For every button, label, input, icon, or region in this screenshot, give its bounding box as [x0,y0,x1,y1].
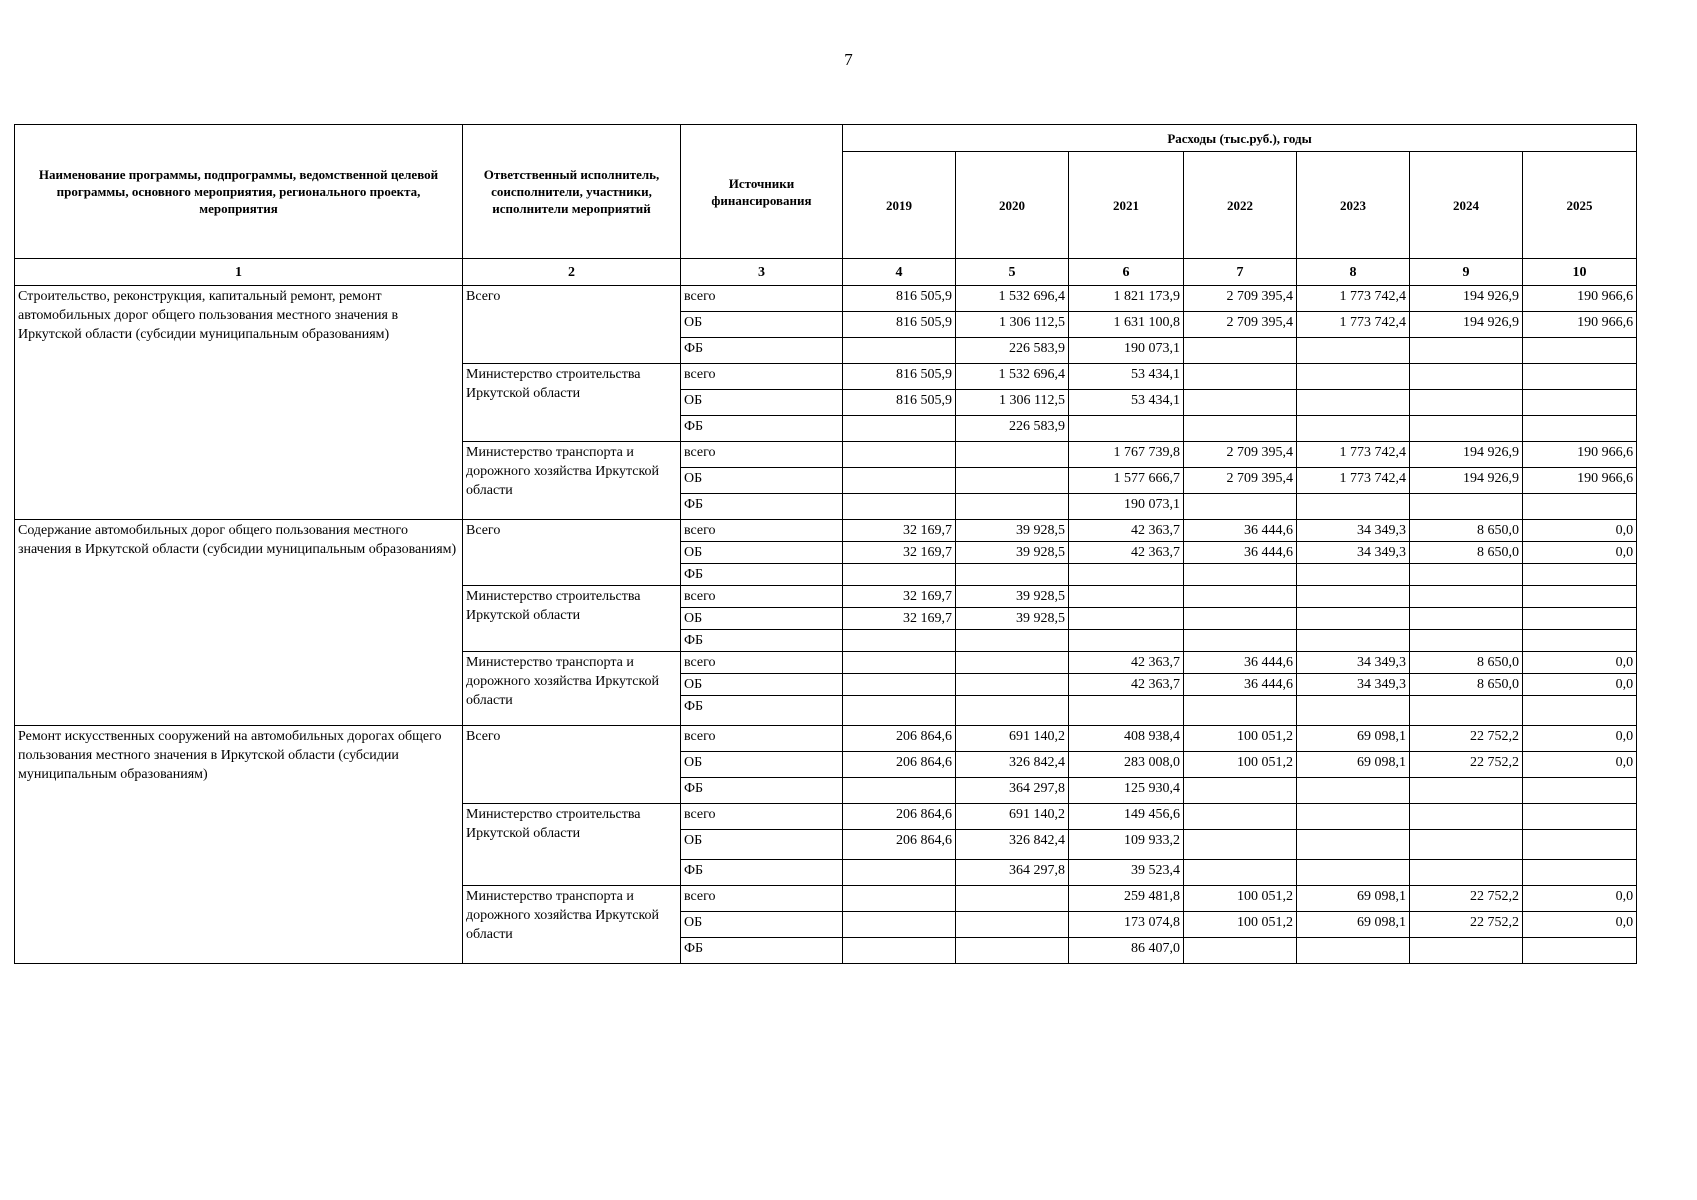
value-cell-2024 [1410,608,1523,630]
value-cell-2025: 190 966,6 [1523,442,1637,468]
value-cell-2024: 194 926,9 [1410,468,1523,494]
value-cell-2025: 190 966,6 [1523,286,1637,312]
value-cell-2022: 100 051,2 [1184,886,1297,912]
column-number: 1 [15,259,463,286]
header-name: Наименование программы, подпрограммы, ведомственной целевой программы, основного мероприятия, регионального проекта, мероприятия [15,125,463,259]
value-cell-2023: 34 349,3 [1297,542,1410,564]
value-cell-2022: 36 444,6 [1184,652,1297,674]
source-cell: ФБ [681,564,843,586]
value-cell-2019 [843,886,956,912]
value-cell-2020 [956,442,1069,468]
value-cell-2019 [843,564,956,586]
column-number: 7 [1184,259,1297,286]
table-row [15,520,1637,542]
value-cell-2025 [1523,860,1637,886]
value-cell-2021: 42 363,7 [1069,520,1184,542]
value-cell-2019 [843,468,956,494]
value-cell-2021: 53 434,1 [1069,364,1184,390]
value-cell-2023 [1297,416,1410,442]
value-cell-2019: 32 169,7 [843,542,956,564]
value-cell-2021: 86 407,0 [1069,938,1184,964]
value-cell-2020: 1 532 696,4 [956,364,1069,390]
value-cell-2019: 32 169,7 [843,608,956,630]
value-cell-2024 [1410,586,1523,608]
value-cell-2025: 190 966,6 [1523,312,1637,338]
value-cell-2022: 100 051,2 [1184,912,1297,938]
source-cell: ФБ [681,860,843,886]
value-cell-2020: 39 928,5 [956,586,1069,608]
value-cell-2019 [843,494,956,520]
value-cell-2020 [956,886,1069,912]
value-cell-2025: 0,0 [1523,520,1637,542]
header-year: 2022 [1184,152,1297,259]
header-source: Источники финансирования [681,125,843,259]
source-cell: ФБ [681,696,843,726]
value-cell-2023 [1297,586,1410,608]
value-cell-2023 [1297,860,1410,886]
value-cell-2025 [1523,608,1637,630]
value-cell-2020: 691 140,2 [956,726,1069,752]
value-cell-2024: 8 650,0 [1410,652,1523,674]
value-cell-2021 [1069,416,1184,442]
value-cell-2019 [843,912,956,938]
value-cell-2020 [956,912,1069,938]
value-cell-2019: 206 864,6 [843,804,956,830]
header-year: 2023 [1297,152,1410,259]
value-cell-2024 [1410,696,1523,726]
value-cell-2020 [956,564,1069,586]
value-cell-2022 [1184,804,1297,830]
value-cell-2024 [1410,830,1523,860]
executor-cell: Министерство строительства Иркутской области [463,804,681,886]
value-cell-2024 [1410,494,1523,520]
value-cell-2022: 36 444,6 [1184,520,1297,542]
value-cell-2022 [1184,630,1297,652]
value-cell-2020: 226 583,9 [956,338,1069,364]
header-year: 2020 [956,152,1069,259]
value-cell-2025: 0,0 [1523,726,1637,752]
value-cell-2023: 1 773 742,4 [1297,312,1410,338]
value-cell-2023: 69 098,1 [1297,726,1410,752]
value-cell-2022 [1184,938,1297,964]
value-cell-2023 [1297,630,1410,652]
executor-cell: Министерство транспорта и дорожного хозяйства Иркутской области [463,652,681,726]
table-body [15,286,1637,964]
value-cell-2024: 22 752,2 [1410,726,1523,752]
value-cell-2024 [1410,416,1523,442]
value-cell-2020: 364 297,8 [956,860,1069,886]
value-cell-2019 [843,860,956,886]
value-cell-2023 [1297,778,1410,804]
value-cell-2025 [1523,830,1637,860]
value-cell-2020: 226 583,9 [956,416,1069,442]
value-cell-2023: 1 773 742,4 [1297,468,1410,494]
source-cell: всего [681,520,843,542]
value-cell-2023 [1297,564,1410,586]
source-cell: ОБ [681,752,843,778]
value-cell-2022: 36 444,6 [1184,674,1297,696]
value-cell-2023: 34 349,3 [1297,652,1410,674]
executor-cell: Всего [463,286,681,364]
value-cell-2023 [1297,390,1410,416]
value-cell-2019 [843,338,956,364]
value-cell-2025 [1523,416,1637,442]
header-year: 2021 [1069,152,1184,259]
value-cell-2019 [843,630,956,652]
value-cell-2019: 32 169,7 [843,586,956,608]
value-cell-2021: 283 008,0 [1069,752,1184,778]
value-cell-2022: 2 709 395,4 [1184,286,1297,312]
value-cell-2019 [843,652,956,674]
value-cell-2023 [1297,804,1410,830]
value-cell-2025 [1523,630,1637,652]
source-cell: ФБ [681,338,843,364]
source-cell: ОБ [681,674,843,696]
source-cell: всего [681,586,843,608]
value-cell-2019: 206 864,6 [843,830,956,860]
value-cell-2019 [843,674,956,696]
column-number: 2 [463,259,681,286]
header-executor: Ответственный исполнитель, соисполнители, участники, исполнители мероприятий [463,125,681,259]
value-cell-2022 [1184,860,1297,886]
value-cell-2025 [1523,778,1637,804]
budget-table [14,124,1637,964]
value-cell-2019 [843,778,956,804]
value-cell-2019 [843,442,956,468]
value-cell-2024: 194 926,9 [1410,286,1523,312]
value-cell-2021 [1069,630,1184,652]
value-cell-2025 [1523,804,1637,830]
value-cell-2023 [1297,938,1410,964]
value-cell-2025: 0,0 [1523,886,1637,912]
value-cell-2020 [956,494,1069,520]
value-cell-2020: 691 140,2 [956,804,1069,830]
value-cell-2019 [843,938,956,964]
value-cell-2020: 326 842,4 [956,752,1069,778]
value-cell-2023: 69 098,1 [1297,886,1410,912]
value-cell-2025: 0,0 [1523,912,1637,938]
executor-cell: Министерство строительства Иркутской области [463,364,681,442]
value-cell-2024 [1410,338,1523,364]
source-cell: всего [681,442,843,468]
value-cell-2019: 32 169,7 [843,520,956,542]
value-cell-2019: 816 505,9 [843,286,956,312]
value-cell-2024: 22 752,2 [1410,886,1523,912]
value-cell-2025 [1523,338,1637,364]
source-cell: ОБ [681,542,843,564]
source-cell: ОБ [681,912,843,938]
value-cell-2024: 8 650,0 [1410,542,1523,564]
value-cell-2021: 190 073,1 [1069,338,1184,364]
source-cell: ФБ [681,494,843,520]
value-cell-2023: 34 349,3 [1297,674,1410,696]
value-cell-2021 [1069,586,1184,608]
value-cell-2023 [1297,494,1410,520]
value-cell-2024 [1410,778,1523,804]
value-cell-2023 [1297,338,1410,364]
value-cell-2020: 326 842,4 [956,830,1069,860]
header-year: 2025 [1523,152,1637,259]
value-cell-2021: 53 434,1 [1069,390,1184,416]
source-cell: всего [681,726,843,752]
value-cell-2022 [1184,608,1297,630]
value-cell-2024 [1410,364,1523,390]
source-cell: всего [681,652,843,674]
value-cell-2019: 206 864,6 [843,726,956,752]
executor-cell: Всего [463,520,681,586]
value-cell-2020: 364 297,8 [956,778,1069,804]
value-cell-2021: 1 767 739,8 [1069,442,1184,468]
value-cell-2021: 1 821 173,9 [1069,286,1184,312]
value-cell-2025: 0,0 [1523,652,1637,674]
value-cell-2019: 816 505,9 [843,312,956,338]
value-cell-2019: 816 505,9 [843,364,956,390]
value-cell-2025 [1523,564,1637,586]
value-cell-2025 [1523,586,1637,608]
value-cell-2019 [843,416,956,442]
value-cell-2025: 0,0 [1523,752,1637,778]
value-cell-2022: 2 709 395,4 [1184,312,1297,338]
value-cell-2021: 259 481,8 [1069,886,1184,912]
value-cell-2022 [1184,364,1297,390]
value-cell-2024 [1410,938,1523,964]
executor-cell: Министерство транспорта и дорожного хозяйства Иркутской области [463,886,681,964]
program-name-cell: Содержание автомобильных дорог общего пользования местного значения в Иркутской области (субсидии муниципальным образованиям) [15,520,463,726]
value-cell-2022 [1184,494,1297,520]
value-cell-2025 [1523,696,1637,726]
value-cell-2024: 194 926,9 [1410,312,1523,338]
header-expenses: Расходы (тыс.руб.), годы [843,125,1637,152]
executor-cell: Всего [463,726,681,804]
value-cell-2023 [1297,696,1410,726]
value-cell-2022 [1184,564,1297,586]
value-cell-2020: 39 928,5 [956,520,1069,542]
program-name-cell: Ремонт искусственных сооружений на автомобильных дорогах общего пользования местного значения в Иркутской области (субсидии муниципальным образованиям) [15,726,463,964]
value-cell-2021: 173 074,8 [1069,912,1184,938]
value-cell-2025 [1523,938,1637,964]
value-cell-2021 [1069,696,1184,726]
source-cell: ОБ [681,312,843,338]
value-cell-2024: 8 650,0 [1410,674,1523,696]
table-row [15,726,1637,752]
value-cell-2021: 1 631 100,8 [1069,312,1184,338]
header-year: 2019 [843,152,956,259]
column-number: 6 [1069,259,1184,286]
value-cell-2025 [1523,364,1637,390]
value-cell-2024 [1410,630,1523,652]
value-cell-2024: 22 752,2 [1410,912,1523,938]
value-cell-2020 [956,630,1069,652]
value-cell-2020 [956,468,1069,494]
value-cell-2024: 194 926,9 [1410,442,1523,468]
value-cell-2020: 39 928,5 [956,542,1069,564]
value-cell-2024 [1410,390,1523,416]
column-number: 5 [956,259,1069,286]
column-number: 9 [1410,259,1523,286]
page-number: 7 [844,50,853,69]
executor-cell: Министерство транспорта и дорожного хозяйства Иркутской области [463,442,681,520]
executor-cell: Министерство строительства Иркутской области [463,586,681,652]
value-cell-2022: 36 444,6 [1184,542,1297,564]
value-cell-2023: 34 349,3 [1297,520,1410,542]
value-cell-2019: 816 505,9 [843,390,956,416]
source-cell: ФБ [681,938,843,964]
value-cell-2020: 1 532 696,4 [956,286,1069,312]
value-cell-2020: 39 928,5 [956,608,1069,630]
program-name-cell: Строительство, реконструкция, капитальный ремонт, ремонт автомобильных дорог общего пользования местного значения в Иркутской области (субсидии муниципальным образованиям) [15,286,463,520]
value-cell-2020 [956,674,1069,696]
value-cell-2025: 0,0 [1523,542,1637,564]
value-cell-2022: 100 051,2 [1184,726,1297,752]
value-cell-2021: 42 363,7 [1069,674,1184,696]
value-cell-2022 [1184,338,1297,364]
value-cell-2022 [1184,416,1297,442]
value-cell-2022: 100 051,2 [1184,752,1297,778]
source-cell: ОБ [681,830,843,860]
value-cell-2020 [956,696,1069,726]
source-cell: всего [681,804,843,830]
value-cell-2021: 109 933,2 [1069,830,1184,860]
source-cell: ФБ [681,416,843,442]
value-cell-2019: 206 864,6 [843,752,956,778]
value-cell-2021: 42 363,7 [1069,542,1184,564]
value-cell-2023: 69 098,1 [1297,752,1410,778]
value-cell-2021: 125 930,4 [1069,778,1184,804]
value-cell-2021: 149 456,6 [1069,804,1184,830]
value-cell-2025 [1523,494,1637,520]
source-cell: ФБ [681,630,843,652]
value-cell-2022: 2 709 395,4 [1184,468,1297,494]
value-cell-2021 [1069,608,1184,630]
value-cell-2022 [1184,586,1297,608]
value-cell-2020 [956,652,1069,674]
value-cell-2024: 22 752,2 [1410,752,1523,778]
table-row [15,286,1637,312]
value-cell-2023: 1 773 742,4 [1297,442,1410,468]
value-cell-2022 [1184,778,1297,804]
value-cell-2023 [1297,608,1410,630]
value-cell-2020: 1 306 112,5 [956,312,1069,338]
value-cell-2024 [1410,564,1523,586]
value-cell-2025 [1523,390,1637,416]
value-cell-2021 [1069,564,1184,586]
value-cell-2025: 190 966,6 [1523,468,1637,494]
source-cell: всего [681,364,843,390]
value-cell-2021: 42 363,7 [1069,652,1184,674]
source-cell: ФБ [681,778,843,804]
value-cell-2025: 0,0 [1523,674,1637,696]
value-cell-2022 [1184,390,1297,416]
value-cell-2021: 39 523,4 [1069,860,1184,886]
value-cell-2019 [843,696,956,726]
value-cell-2024: 8 650,0 [1410,520,1523,542]
value-cell-2022: 2 709 395,4 [1184,442,1297,468]
value-cell-2021: 1 577 666,7 [1069,468,1184,494]
column-number: 8 [1297,259,1410,286]
column-number: 10 [1523,259,1637,286]
value-cell-2023: 1 773 742,4 [1297,286,1410,312]
source-cell: всего [681,886,843,912]
value-cell-2023 [1297,364,1410,390]
column-number: 4 [843,259,956,286]
source-cell: ОБ [681,608,843,630]
source-cell: ОБ [681,468,843,494]
value-cell-2021: 190 073,1 [1069,494,1184,520]
header-year: 2024 [1410,152,1523,259]
value-cell-2024 [1410,860,1523,886]
value-cell-2020 [956,938,1069,964]
value-cell-2022 [1184,696,1297,726]
source-cell: ОБ [681,390,843,416]
value-cell-2023 [1297,830,1410,860]
value-cell-2020: 1 306 112,5 [956,390,1069,416]
value-cell-2024 [1410,804,1523,830]
value-cell-2022 [1184,830,1297,860]
source-cell: всего [681,286,843,312]
value-cell-2021: 408 938,4 [1069,726,1184,752]
value-cell-2023: 69 098,1 [1297,912,1410,938]
column-number: 3 [681,259,843,286]
